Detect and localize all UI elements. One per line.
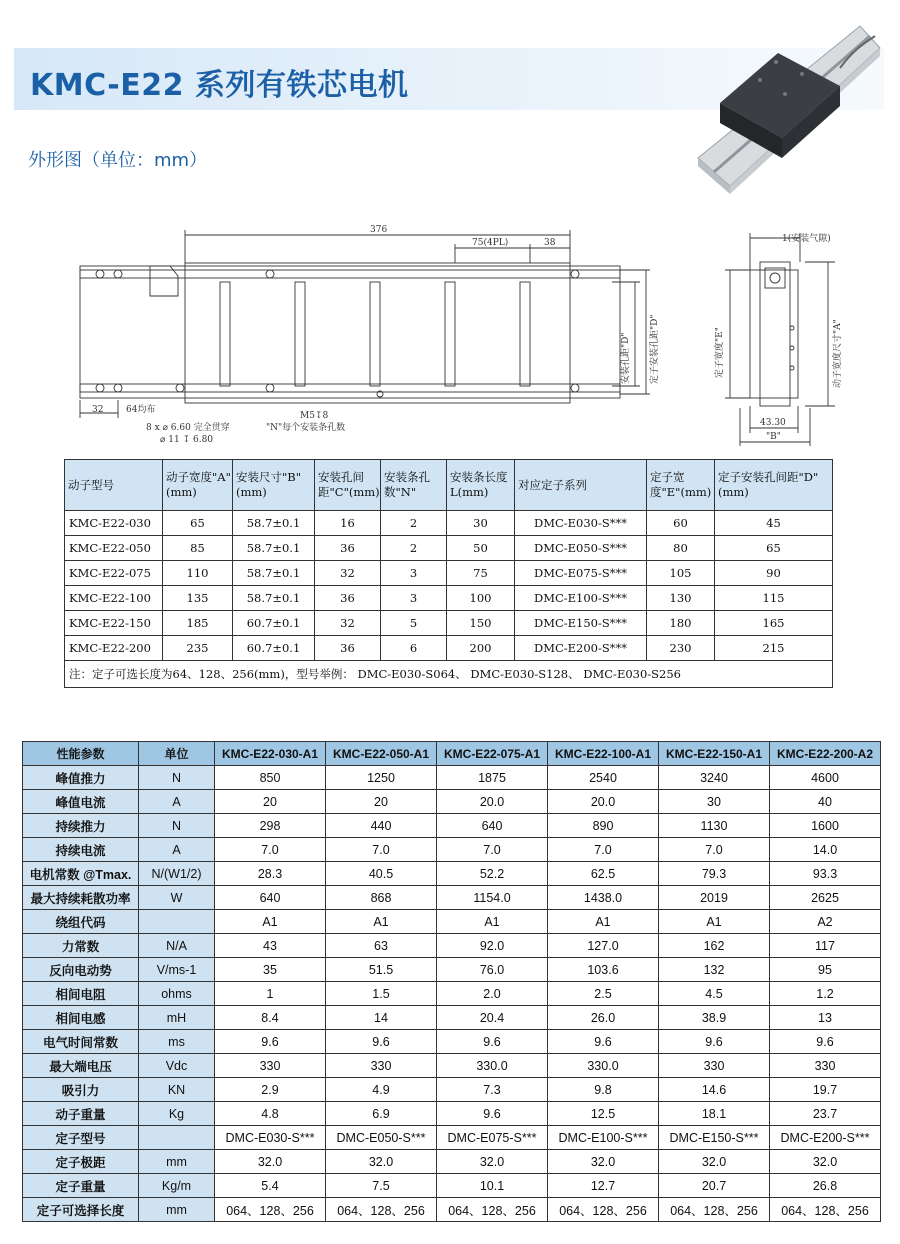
table-cell: 45: [715, 511, 833, 536]
table-cell: 力常数: [23, 934, 139, 958]
table-cell: 105: [647, 561, 715, 586]
table-cell: 32.0: [659, 1150, 770, 1174]
dim-stator-dist: 安装孔距"D": [621, 332, 631, 384]
table-cell: 130: [647, 586, 715, 611]
table-cell: 1: [215, 982, 326, 1006]
table-cell: 92.0: [437, 934, 548, 958]
table-cell: 064、128、256: [548, 1198, 659, 1222]
table-cell: 330: [326, 1054, 437, 1078]
table-cell: V/ms-1: [139, 958, 215, 982]
table-cell: 1154.0: [437, 886, 548, 910]
table-cell: 7.3: [437, 1078, 548, 1102]
table-cell: 115: [715, 586, 833, 611]
table-cell: A1: [548, 910, 659, 934]
table-cell: 064、128、256: [437, 1198, 548, 1222]
col-header: KMC-E22-200-A2: [770, 742, 881, 766]
table-cell: 2.5: [548, 982, 659, 1006]
table-cell: [139, 1126, 215, 1150]
table-cell: 定子重量: [23, 1174, 139, 1198]
table-cell: 6: [381, 636, 447, 661]
table-row: [23, 1102, 881, 1126]
table-cell: mH: [139, 1006, 215, 1030]
table-cell: DMC-E150-S***: [659, 1126, 770, 1150]
table-cell: KMC-E22-030: [65, 511, 163, 536]
table-cell: ms: [139, 1030, 215, 1054]
table-cell: mm: [139, 1198, 215, 1222]
table-cell: KN: [139, 1078, 215, 1102]
table-cell: N: [139, 766, 215, 790]
dim-stator-span: 定子安装孔距"D": [650, 314, 660, 384]
table-cell: 相间电阻: [23, 982, 139, 1006]
table-cell: 9.6: [437, 1102, 548, 1126]
table-cell: 51.5: [326, 958, 437, 982]
table-cell: 持续电流: [23, 838, 139, 862]
table-cell: 95: [770, 958, 881, 982]
table-row: [23, 838, 881, 862]
table-cell: 60.7±0.1: [233, 636, 315, 661]
table-cell: 20: [326, 790, 437, 814]
table-cell: 32: [315, 611, 381, 636]
table-cell: 4.9: [326, 1078, 437, 1102]
col-header: 定子宽度"E"(mm): [647, 460, 715, 511]
table-cell: N/(W1/2): [139, 862, 215, 886]
table-cell: KMC-E22-150: [65, 611, 163, 636]
table-cell: 32.0: [437, 1150, 548, 1174]
table-cell: 330: [659, 1054, 770, 1078]
table-cell: 36: [315, 536, 381, 561]
table-cell: KMC-E22-100: [65, 586, 163, 611]
dim-thread-note: "N"每个安装条孔数: [266, 423, 346, 433]
table-row: [23, 1174, 881, 1198]
table-cell: 32.0: [770, 1150, 881, 1174]
table-cell: 1130: [659, 814, 770, 838]
table-cell: 14.6: [659, 1078, 770, 1102]
table-cell: 1438.0: [548, 886, 659, 910]
table-row: [23, 1006, 881, 1030]
table-cell: DMC-E200-S***: [770, 1126, 881, 1150]
col-header: 安装孔间距"C"(mm): [315, 460, 381, 511]
table-cell: 定子可选择长度: [23, 1198, 139, 1222]
table-cell: DMC-E100-S***: [548, 1126, 659, 1150]
col-header: KMC-E22-050-A1: [326, 742, 437, 766]
table-cell: 7.0: [326, 838, 437, 862]
table-cell: 640: [215, 886, 326, 910]
table-cell: 330: [770, 1054, 881, 1078]
table-cell: 19.7: [770, 1078, 881, 1102]
table-cell: 7.5: [326, 1174, 437, 1198]
table-cell: 850: [215, 766, 326, 790]
table-cell: 动子重量: [23, 1102, 139, 1126]
table-cell: DMC-E200-S***: [515, 636, 647, 661]
table-cell: A1: [326, 910, 437, 934]
table-cell: 2.9: [215, 1078, 326, 1102]
table-cell: 2625: [770, 886, 881, 910]
table-cell: 65: [163, 511, 233, 536]
table-cell: 9.6: [437, 1030, 548, 1054]
table-cell: 12.7: [548, 1174, 659, 1198]
table-cell: 峰值电流: [23, 790, 139, 814]
table-cell: 064、128、256: [659, 1198, 770, 1222]
table-cell: ohms: [139, 982, 215, 1006]
table-cell: 165: [715, 611, 833, 636]
table-cell: 9.6: [770, 1030, 881, 1054]
table-cell: 640: [437, 814, 548, 838]
table-cell: 9.6: [548, 1030, 659, 1054]
dimension-table-note: 注：定子可选长度为64、128、256(mm)，型号举例： DMC-E030-S064、 DMC-E030-S128、 DMC-E030-S256: [65, 661, 833, 688]
col-header: KMC-E22-075-A1: [437, 742, 548, 766]
table-cell: 相间电感: [23, 1006, 139, 1030]
table-row: [23, 886, 881, 910]
table-cell: 最大端电压: [23, 1054, 139, 1078]
table-row: [23, 1198, 881, 1222]
table-cell: 5.4: [215, 1174, 326, 1198]
table-cell: A2: [770, 910, 881, 934]
table-cell: 5: [381, 611, 447, 636]
dim-air-gap: 1(安装气隙): [782, 234, 831, 244]
table-cell: 2019: [659, 886, 770, 910]
table-row: [23, 1030, 881, 1054]
table-cell: 2: [381, 536, 447, 561]
dim-hole-spec2: ⌀ 11 ↧ 6.80: [160, 435, 214, 445]
table-row: [65, 561, 833, 586]
dim-mover-width: 动子宽度尺寸"A": [833, 319, 843, 388]
col-header: KMC-E22-030-A1: [215, 742, 326, 766]
table-cell: 150: [447, 611, 515, 636]
table-cell: 127.0: [548, 934, 659, 958]
table-cell: DMC-E050-S***: [326, 1126, 437, 1150]
table-cell: 20.7: [659, 1174, 770, 1198]
table-cell: 890: [548, 814, 659, 838]
table-cell: 135: [163, 586, 233, 611]
table-cell: 9.6: [215, 1030, 326, 1054]
table-cell: 064、128、256: [326, 1198, 437, 1222]
table-cell: 9.6: [326, 1030, 437, 1054]
table-cell: 103.6: [548, 958, 659, 982]
table-cell: [139, 910, 215, 934]
table-cell: 9.6: [659, 1030, 770, 1054]
table-cell: 峰值推力: [23, 766, 139, 790]
table-cell: 7.0: [437, 838, 548, 862]
table-cell: 14: [326, 1006, 437, 1030]
col-header: 安装条长度L(mm): [447, 460, 515, 511]
table-cell: KMC-E22-200: [65, 636, 163, 661]
table-cell: 330.0: [548, 1054, 659, 1078]
drawing-subtitle: 外形图（单位：mm）: [28, 150, 208, 171]
table-cell: 93.3: [770, 862, 881, 886]
table-row: [23, 1054, 881, 1078]
dim-left-offset: 32: [92, 405, 104, 415]
table-cell: 185: [163, 611, 233, 636]
table-cell: 26.0: [548, 1006, 659, 1030]
table-cell: 230: [647, 636, 715, 661]
dim-thread: M5↧8: [300, 411, 329, 421]
table-cell: 62.5: [548, 862, 659, 886]
table-cell: 110: [163, 561, 233, 586]
table-cell: 064、128、256: [770, 1198, 881, 1222]
table-row: [23, 910, 881, 934]
table-cell: 2540: [548, 766, 659, 790]
table-cell: 064、128、256: [215, 1198, 326, 1222]
table-row: [23, 1150, 881, 1174]
table-cell: A1: [659, 910, 770, 934]
table-cell: 1600: [770, 814, 881, 838]
dim-pitch: 75(4PL): [472, 238, 509, 248]
table-cell: N/A: [139, 934, 215, 958]
table-cell: A: [139, 838, 215, 862]
table-cell: 最大持续耗散功率: [23, 886, 139, 910]
table-row: [23, 934, 881, 958]
table-cell: 298: [215, 814, 326, 838]
product-image: [690, 8, 890, 198]
table-cell: 16: [315, 511, 381, 536]
table-row: [23, 958, 881, 982]
table-cell: Vdc: [139, 1054, 215, 1078]
table-cell: 60.7±0.1: [233, 611, 315, 636]
table-cell: 30: [659, 790, 770, 814]
table-cell: 反向电动势: [23, 958, 139, 982]
table-cell: 32: [315, 561, 381, 586]
table-cell: 58.7±0.1: [233, 536, 315, 561]
col-header: 安装条孔数"N": [381, 460, 447, 511]
table-cell: DMC-E100-S***: [515, 586, 647, 611]
table-cell: 28.3: [215, 862, 326, 886]
table-row: [23, 790, 881, 814]
table-cell: 持续推力: [23, 814, 139, 838]
table-cell: 100: [447, 586, 515, 611]
table-cell: 40: [770, 790, 881, 814]
table-cell: 80: [647, 536, 715, 561]
col-header: 安装尺寸"B"(mm): [233, 460, 315, 511]
table-cell: 14.0: [770, 838, 881, 862]
table-cell: A: [139, 790, 215, 814]
table-cell: 2.0: [437, 982, 548, 1006]
table-cell: N: [139, 814, 215, 838]
table-cell: 10.1: [437, 1174, 548, 1198]
col-header: 性能参数: [23, 742, 139, 766]
table-row: [23, 982, 881, 1006]
table-cell: 定子型号: [23, 1126, 139, 1150]
table-row: [23, 1078, 881, 1102]
table-cell: 1250: [326, 766, 437, 790]
table-cell: 4600: [770, 766, 881, 790]
table-cell: 1.5: [326, 982, 437, 1006]
table-cell: 绕组代码: [23, 910, 139, 934]
table-cell: A1: [215, 910, 326, 934]
table-cell: 吸引力: [23, 1078, 139, 1102]
table-cell: 2: [381, 511, 447, 536]
table-cell: 50: [447, 536, 515, 561]
table-cell: 3: [381, 561, 447, 586]
table-cell: KMC-E22-050: [65, 536, 163, 561]
table-cell: 63: [326, 934, 437, 958]
table-cell: DMC-E150-S***: [515, 611, 647, 636]
col-header: 定子安装孔间距"D"(mm): [715, 460, 833, 511]
table-cell: 6.9: [326, 1102, 437, 1126]
table-cell: 90: [715, 561, 833, 586]
table-cell: 3: [381, 586, 447, 611]
table-cell: 7.0: [659, 838, 770, 862]
table-row: [65, 536, 833, 561]
dim-hole-spec1: 8 x ⌀ 6.60 完全贯穿: [146, 423, 230, 433]
table-cell: 9.8: [548, 1078, 659, 1102]
table-cell: 7.0: [548, 838, 659, 862]
table-cell: DMC-E030-S***: [215, 1126, 326, 1150]
table-cell: 8.4: [215, 1006, 326, 1030]
table-cell: 定子极距: [23, 1150, 139, 1174]
col-header: 动子宽度"A"(mm): [163, 460, 233, 511]
table-cell: 12.5: [548, 1102, 659, 1126]
table-cell: 4.5: [659, 982, 770, 1006]
table-cell: 23.7: [770, 1102, 881, 1126]
table-cell: 36: [315, 636, 381, 661]
col-header: KMC-E22-150-A1: [659, 742, 770, 766]
table-cell: 79.3: [659, 862, 770, 886]
col-header: KMC-E22-100-A1: [548, 742, 659, 766]
dimension-table-note-row: [65, 661, 833, 688]
table-cell: 3240: [659, 766, 770, 790]
table-cell: 32.0: [326, 1150, 437, 1174]
col-header: 动子型号: [65, 460, 163, 511]
dim-side: 43.30: [760, 418, 786, 428]
dimension-drawing: [60, 218, 860, 458]
table-cell: 132: [659, 958, 770, 982]
table-cell: mm: [139, 1150, 215, 1174]
table-cell: 200: [447, 636, 515, 661]
table-cell: 58.7±0.1: [233, 561, 315, 586]
page-title: KMC-E22 系列有铁芯电机: [30, 68, 409, 103]
table-cell: 30: [447, 511, 515, 536]
table-cell: KMC-E22-075: [65, 561, 163, 586]
table-cell: W: [139, 886, 215, 910]
table-cell: 58.7±0.1: [233, 511, 315, 536]
table-cell: Kg/m: [139, 1174, 215, 1198]
table-row: [23, 862, 881, 886]
table-cell: 330: [215, 1054, 326, 1078]
table-cell: DMC-E075-S***: [515, 561, 647, 586]
table-row: [65, 586, 833, 611]
table-cell: 60: [647, 511, 715, 536]
table-cell: 52.2: [437, 862, 548, 886]
col-header: 对应定子系列: [515, 460, 647, 511]
table-cell: 330.0: [437, 1054, 548, 1078]
table-row: [65, 611, 833, 636]
table-cell: 20.4: [437, 1006, 548, 1030]
table-cell: 7.0: [215, 838, 326, 862]
table-cell: 117: [770, 934, 881, 958]
table-cell: 85: [163, 536, 233, 561]
table-cell: 180: [647, 611, 715, 636]
table-cell: 36: [315, 586, 381, 611]
table-cell: 215: [715, 636, 833, 661]
table-cell: 162: [659, 934, 770, 958]
table-cell: 76.0: [437, 958, 548, 982]
table-row: [23, 766, 881, 790]
table-cell: 868: [326, 886, 437, 910]
table-cell: 电机常数 @Tmax.: [23, 862, 139, 886]
table-cell: 75: [447, 561, 515, 586]
table-cell: DMC-E030-S***: [515, 511, 647, 536]
performance-table-header: [23, 742, 881, 766]
table-cell: 电气时间常数: [23, 1030, 139, 1054]
table-cell: 20.0: [548, 790, 659, 814]
table-cell: Kg: [139, 1102, 215, 1126]
table-cell: 58.7±0.1: [233, 586, 315, 611]
table-cell: 20.0: [437, 790, 548, 814]
table-cell: 43: [215, 934, 326, 958]
col-header: 单位: [139, 742, 215, 766]
table-cell: 4.8: [215, 1102, 326, 1126]
table-cell: 235: [163, 636, 233, 661]
dim-hole-spacing: 64均布: [126, 405, 156, 415]
table-cell: 18.1: [659, 1102, 770, 1126]
dimension-table-header: [65, 460, 833, 511]
table-cell: A1: [437, 910, 548, 934]
table-cell: 13: [770, 1006, 881, 1030]
table-cell: 32.0: [548, 1150, 659, 1174]
table-row: [23, 1126, 881, 1150]
performance-table: [22, 741, 881, 1222]
table-cell: 38.9: [659, 1006, 770, 1030]
dim-b: "B": [766, 432, 781, 442]
dim-end: 38: [544, 238, 556, 248]
table-row: [23, 814, 881, 838]
table-cell: DMC-E050-S***: [515, 536, 647, 561]
table-cell: 65: [715, 536, 833, 561]
table-cell: 440: [326, 814, 437, 838]
table-cell: 1875: [437, 766, 548, 790]
table-cell: 20: [215, 790, 326, 814]
dim-total: 376: [370, 225, 388, 235]
table-row: [65, 636, 833, 661]
table-cell: 35: [215, 958, 326, 982]
table-cell: 32.0: [215, 1150, 326, 1174]
table-cell: 1.2: [770, 982, 881, 1006]
table-cell: 26.8: [770, 1174, 881, 1198]
dimension-table: [64, 459, 833, 688]
table-cell: DMC-E075-S***: [437, 1126, 548, 1150]
dim-stator-width: 定子宽度"E": [715, 327, 725, 378]
table-row: [65, 511, 833, 536]
table-cell: 40.5: [326, 862, 437, 886]
